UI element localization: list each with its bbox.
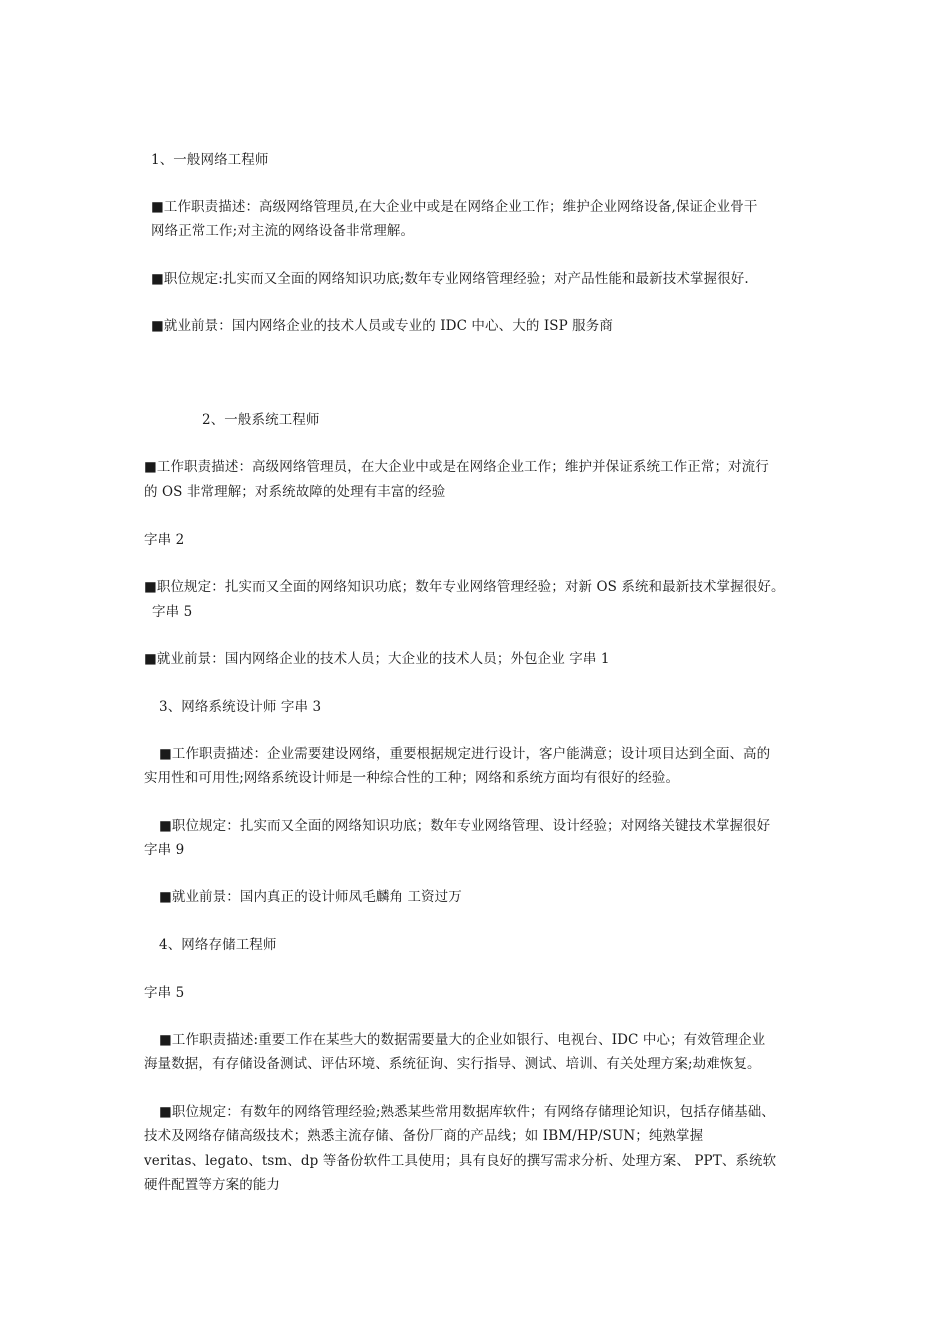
- section-1-duty-line-1: ■工作职责描述：高级网络管理员,在大企业中或是在网络企业工作；维护企业网络设备,保证企业骨干: [151, 199, 758, 215]
- section-2-duty-line-1: ■工作职责描述：高级网络管理员，在大企业中或是在网络企业工作；维护并保证系统工作正常；对流行: [144, 459, 769, 475]
- section-4-duty-line-1: ■工作职责描述:重要工作在某些大的数据需要量大的企业如银行、电视台、IDC 中心；有效管理企业: [159, 1032, 766, 1048]
- section-2-string-tag: 字串 2: [144, 532, 185, 548]
- section-1-prospect: ■就业前景：国内网络企业的技术人员或专业的 IDC 中心、大的 ISP 服务商: [151, 318, 613, 334]
- section-1-requirements: ■职位规定:扎实而又全面的网络知识功底;数年专业网络管理经验；对产品性能和最新技术掌握很好.: [151, 271, 749, 287]
- section-2-heading: 2、一般系统工程师: [202, 412, 320, 428]
- section-3-heading: 3、网络系统设计师 字串 3: [159, 699, 322, 715]
- section-4-requirements-line-1: ■职位规定：有数年的网络管理经验;熟悉某些常用数据库软件；有网络存储理论知识，包括存储基础、: [159, 1104, 775, 1120]
- section-2-requirements-line-1: ■职位规定：扎实而又全面的网络知识功底；数年专业网络管理经验；对新 OS 系统和最新技术掌握很好。: [144, 579, 785, 595]
- section-4-heading: 4、网络存储工程师: [159, 937, 277, 953]
- section-2-duty-line-2: 的 OS 非常理解；对系统故障的处理有丰富的经验: [144, 484, 446, 500]
- section-1-heading: 1、一般网络工程师: [151, 152, 269, 168]
- section-1-duty-line-2: 网络正常工作;对主流的网络设备非常理解。: [151, 223, 415, 239]
- section-3-prospect: ■就业前景：国内真正的设计师凤毛麟角 工资过万: [159, 889, 462, 905]
- section-3-duty-line-1: ■工作职责描述：企业需要建设网络，重要根据规定进行设计，客户能满意；设计项目达到全面、高的: [159, 746, 771, 762]
- section-4-requirements-line-2: 技术及网络存储高级技术；熟悉主流存储、备份厂商的产品线；如 IBM/HP/SUN；纯熟掌握: [144, 1128, 704, 1144]
- section-4-requirements-line-3: veritas、legato、tsm、dp 等备份软件工具使用；具有良好的撰写需求分析、处理方案、 PPT、系统软: [144, 1153, 777, 1169]
- section-4-requirements-line-4: 硬件配置等方案的能力: [144, 1177, 280, 1193]
- section-4-string-tag: 字串 5: [144, 985, 185, 1001]
- section-3-duty-line-2: 实用性和可用性;网络系统设计师是一种综合性的工种；网络和系统方面均有很好的经验。: [144, 770, 680, 786]
- section-4-duty-line-2: 海量数据，有存储设备测试、评估环境、系统征询、实行指导、测试、培训、有关处理方案;劫难恢复。: [144, 1056, 761, 1072]
- section-2-prospect: ■就业前景：国内网络企业的技术人员；大企业的技术人员；外包企业 字串 1: [144, 651, 610, 667]
- section-3-requirements-line-2: 字串 9: [144, 842, 185, 858]
- section-2-requirements-line-2: 字串 5: [152, 604, 193, 620]
- section-3-requirements-line-1: ■职位规定：扎实而又全面的网络知识功底；数年专业网络管理、设计经验；对网络关键技术掌握很好: [159, 818, 771, 834]
